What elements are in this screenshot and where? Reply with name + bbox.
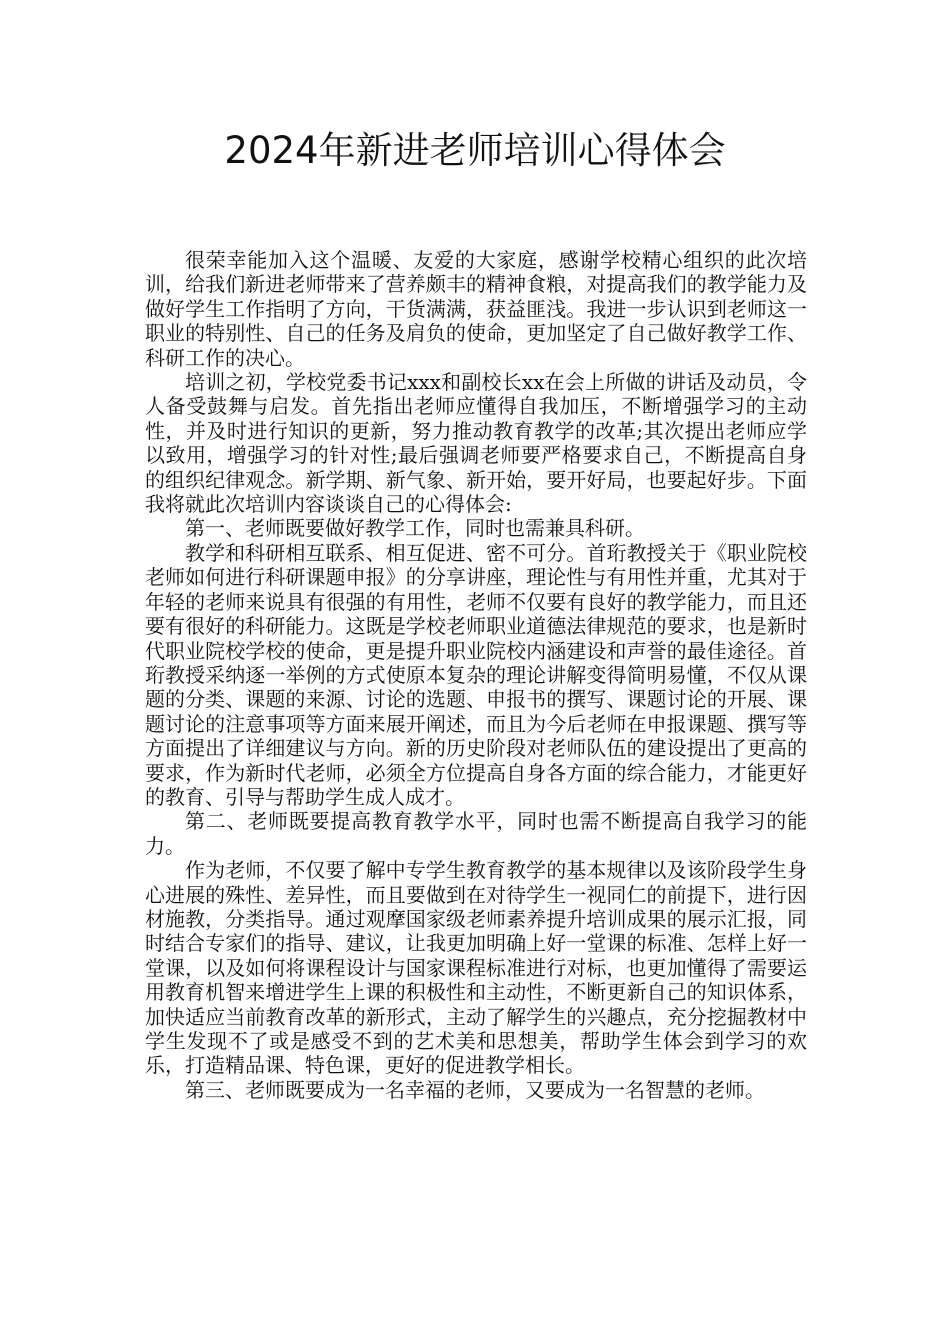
- paragraph-point-two: 作为老师，不仅要了解中专学生教育教学的基本规律以及该阶段学生身心进展的殊性、差异性，而且要做到在对待学生一视同仁的前提下，进行因材施教，分类指导。通过观摩国家级老师素养提升培训成果的展示汇报，同时结合专家们的指导、建议，让我更加明确上好一堂课的标准、怎样上好一堂课，以及如何将课程设计与国家课程标准进行对标，也更加懂得了需要运用教育机智来增进学生上课的积极性和主动性，不断更新自己的知识体系，加快适应当前教育改革的新形式，主动了解学生的兴趣点，充分挖掘教材中学生发现不了或是感受不到的艺术美和思想美，帮助学生体会到学习的欢乐，打造精品课、特色课，更好的促进教学相长。: [145, 858, 807, 1078]
- heading-point-two: 第二、老师既要提高教育教学水平，同时也需不断提高自我学习的能力。: [145, 809, 807, 858]
- heading-point-one: 第一、老师既要做好教学工作，同时也需兼具科研。: [185, 516, 645, 541]
- heading-point-three: 第三、老师既要成为一名幸福的老师，又要成为一名智慧的老师。: [185, 1077, 765, 1102]
- document-title: 2024年新进老师培训心得体会: [224, 129, 726, 172]
- paragraph-point-one: 教学和科研相互联系、相互促进、密不可分。首珩教授关于《职业院校老师如何进行科研课题申报》的分享讲座，理论性与有用性并重，尤其对于年轻的老师来说具有很强的有用性，老师不仅要有良好的教学能力，而且还要有很好的科研能力。这既是学校老师职业道德法律规范的要求，也是新时代职业院校学校的使命，更是提升职业院校内涵建设和声誉的最佳途径。首珩教授采纳逐一举例的方式使原本复杂的理论讲解变得简明易懂，不仅从课题的分类、课题的来源、讨论的选题、申报书的撰写、课题讨论的开展、课题讨论的注意事项等方面来展开阐述，而且为今后老师在申报课题、撰写等方面提出了详细建议与方向。新的历史阶段对老师队伍的建设提出了更高的要求，作为新时代老师，必须全方位提高自身各方面的综合能力，才能更好的教育、引导与帮助学生成人成才。: [145, 540, 807, 809]
- document-body: [145, 248, 807, 1102]
- paragraph-intro: 很荣幸能加入这个温暖、友爱的大家庭，感谢学校精心组织的此次培训，给我们新进老师带来了营养颇丰的精神食粮，对提高我们的教学能力及做好学生工作指明了方向，干货满满，获益匪浅。我进一步认识到老师这一职业的特别性、自己的任务及肩负的使命，更加坚定了自己做好教学工作、科研工作的决心。: [145, 248, 807, 370]
- paragraph-training-start: 培训之初，学校党委书记xxx和副校长xx在会上所做的讲话及动员，令人备受鼓舞与启发。首先指出老师应懂得自我加压，不断增强学习的主动性，并及时进行知识的更新，努力推动教育教学的改革;其次提出老师应学以致用，增强学习的针对性;最后强调老师要严格要求自己，不断提高自身的组织纪律观念。新学期、新气象、新开始，要开好局，也要起好步。下面我将就此次培训内容谈谈自己的心得体会:: [145, 370, 807, 517]
